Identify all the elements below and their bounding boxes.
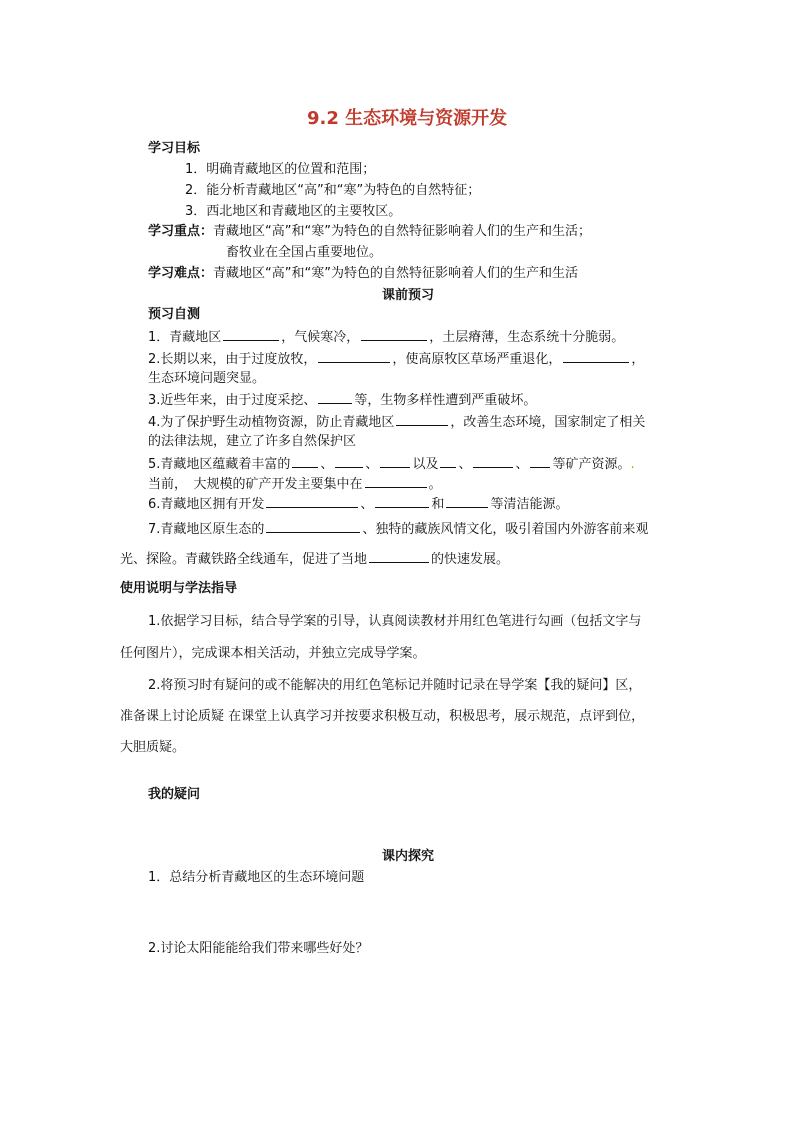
answer-blank[interactable] — [335, 455, 363, 468]
answer-blank[interactable] — [318, 350, 390, 363]
q2-text-c: ， — [631, 352, 645, 367]
answer-blank[interactable] — [380, 455, 410, 468]
preview-question-4 — [148, 413, 645, 432]
preview-question-5-line2 — [148, 475, 442, 494]
inclass-question-2: 2.讨论太阳能能给我们带来哪些好处？ — [148, 941, 369, 956]
q2-text-a: 2.长期以来，由于过度放牧， — [148, 352, 317, 367]
q4-text-b: ，改善生态环境，国家制定了相关 — [450, 415, 646, 430]
difficulties-text: 青藏地区“高”和“寒”为特色的自然特征影响着人们的生产和生活 — [213, 266, 578, 281]
q7-text-a: 7.青藏地区原生态的 — [148, 522, 265, 537]
guide-paragraph-2-line3: 大胆质疑。 — [120, 740, 186, 755]
answer-blank[interactable] — [375, 495, 429, 508]
objective-item-3: 3．西北地区和青藏地区的主要牧区。 — [185, 204, 402, 219]
q7-text-d: 的快速发展。 — [431, 552, 510, 567]
answer-blank[interactable] — [365, 475, 427, 488]
q1-text-a: 1．青藏地区 — [148, 330, 222, 345]
q7-text-c: 光、探险。青藏铁路全线通车，促进了当地 — [120, 552, 368, 567]
guide-paragraph-1-line2: 任何图片），完成课本相关活动，并独立完成导学案。 — [120, 646, 426, 661]
q5-text-a: 5.青藏地区蕴藏着丰富的 — [148, 457, 291, 472]
difficulties — [148, 265, 578, 283]
q6-sep: 、 — [360, 497, 374, 512]
my-questions-heading: 我的疑问 — [148, 787, 201, 802]
q5-sep: 、 — [515, 457, 529, 472]
preview-question-2 — [148, 350, 644, 369]
objective-item-1: 1．明确青藏地区的位置和范围； — [185, 162, 376, 177]
objective-item-2: 2．能分析青藏地区“高”和“寒”为特色的自然特征； — [185, 183, 481, 198]
answer-blank[interactable] — [361, 328, 427, 341]
inclass-heading: 课内探究 — [382, 849, 435, 864]
preview-question-3 — [148, 391, 536, 410]
preview-heading: 课前预习 — [382, 288, 435, 303]
answer-blank[interactable] — [473, 455, 513, 468]
q5-sep: 、 — [365, 457, 379, 472]
stray-dot: . — [630, 457, 635, 472]
q2-text-b: ，使高原牧区草场严重退化， — [392, 352, 562, 367]
guide-paragraph-2-line1: 2.将预习时有疑问的或不能解决的用红色笔标记并随时记录在导学案【我的疑问】区， — [148, 678, 642, 693]
inclass-question-1: 1．总结分析青藏地区的生态环境问题 — [148, 870, 365, 885]
answer-blank[interactable] — [446, 495, 488, 508]
preview-subheading: 预习自测 — [148, 307, 201, 322]
answer-blank[interactable] — [563, 350, 629, 363]
answer-blank[interactable] — [440, 455, 456, 468]
preview-question-1 — [148, 328, 624, 347]
q1-text-c: ，土层瘠薄，生态系统十分脆弱。 — [429, 330, 625, 345]
guide-paragraph-2-line2: 准备课上讨论质疑 在课堂上认真学习并按要求积极互动，积极思考，展示规范，点评到位， — [120, 709, 645, 724]
q6-text-a: 6.青藏地区拥有开发 — [148, 497, 265, 512]
q5-sep: 、 — [458, 457, 472, 472]
answer-blank[interactable] — [369, 550, 429, 563]
answer-blank[interactable] — [266, 495, 358, 508]
answer-blank[interactable] — [396, 413, 448, 426]
answer-blank[interactable] — [266, 520, 360, 533]
page-title: 9.2 生态环境与资源开发 — [307, 108, 508, 129]
q3-text-a: 3.近些年来，由于过度采挖、 — [148, 393, 317, 408]
answer-blank[interactable] — [530, 455, 550, 468]
preview-question-4-line2: 的法律法规，建立了许多自然保护区 — [148, 434, 357, 449]
objectives-heading: 学习目标 — [148, 141, 201, 156]
q5-text-i: 。 — [428, 477, 442, 492]
preview-question-2-line2: 生态环境问题突显。 — [148, 371, 266, 386]
q5-text-g: 等矿产资源。 — [552, 457, 631, 472]
q5-sep: 、 — [320, 457, 334, 472]
answer-blank[interactable] — [292, 455, 318, 468]
guide-paragraph-1-line1: 1.依据学习目标，结合导学案的引导，认真阅读教材并用红色笔进行勾画（包括文字与 — [148, 614, 642, 629]
q7-text-b: 、独特的藏族风情文化，吸引着国内外游客前来观 — [362, 522, 649, 537]
preview-question-7 — [148, 520, 648, 539]
preview-question-6 — [148, 495, 568, 514]
difficulties-label: 学习难点： — [148, 266, 214, 281]
key-points-line2: 畜牧业在全国占重要地位。 — [226, 245, 383, 260]
q1-text-b: ，气候寒冷， — [281, 330, 360, 345]
preview-question-5 — [148, 455, 635, 474]
q3-text-b: 等，生物多样性遭到严重破坏。 — [354, 393, 537, 408]
preview-question-7-line2 — [120, 550, 509, 569]
q4-text-a: 4.为了保护野生动植物资源，防止青藏地区 — [148, 415, 395, 430]
answer-blank[interactable] — [223, 328, 279, 341]
q6-text-c: 和 — [431, 497, 445, 512]
guide-heading: 使用说明与学法指导 — [120, 581, 238, 596]
key-points-label: 学习重点： — [148, 224, 214, 239]
answer-blank[interactable] — [318, 391, 352, 404]
q5-text-d: 以及 — [412, 457, 439, 472]
q6-text-d: 等清洁能源。 — [490, 497, 569, 512]
key-points-text: 青藏地区“高”和“寒”为特色的自然特征影响着人们的生产和生活； — [213, 224, 591, 239]
key-points — [148, 223, 591, 241]
q5-text-h: 当前， 大规模的矿产开发主要集中在 — [148, 477, 363, 492]
